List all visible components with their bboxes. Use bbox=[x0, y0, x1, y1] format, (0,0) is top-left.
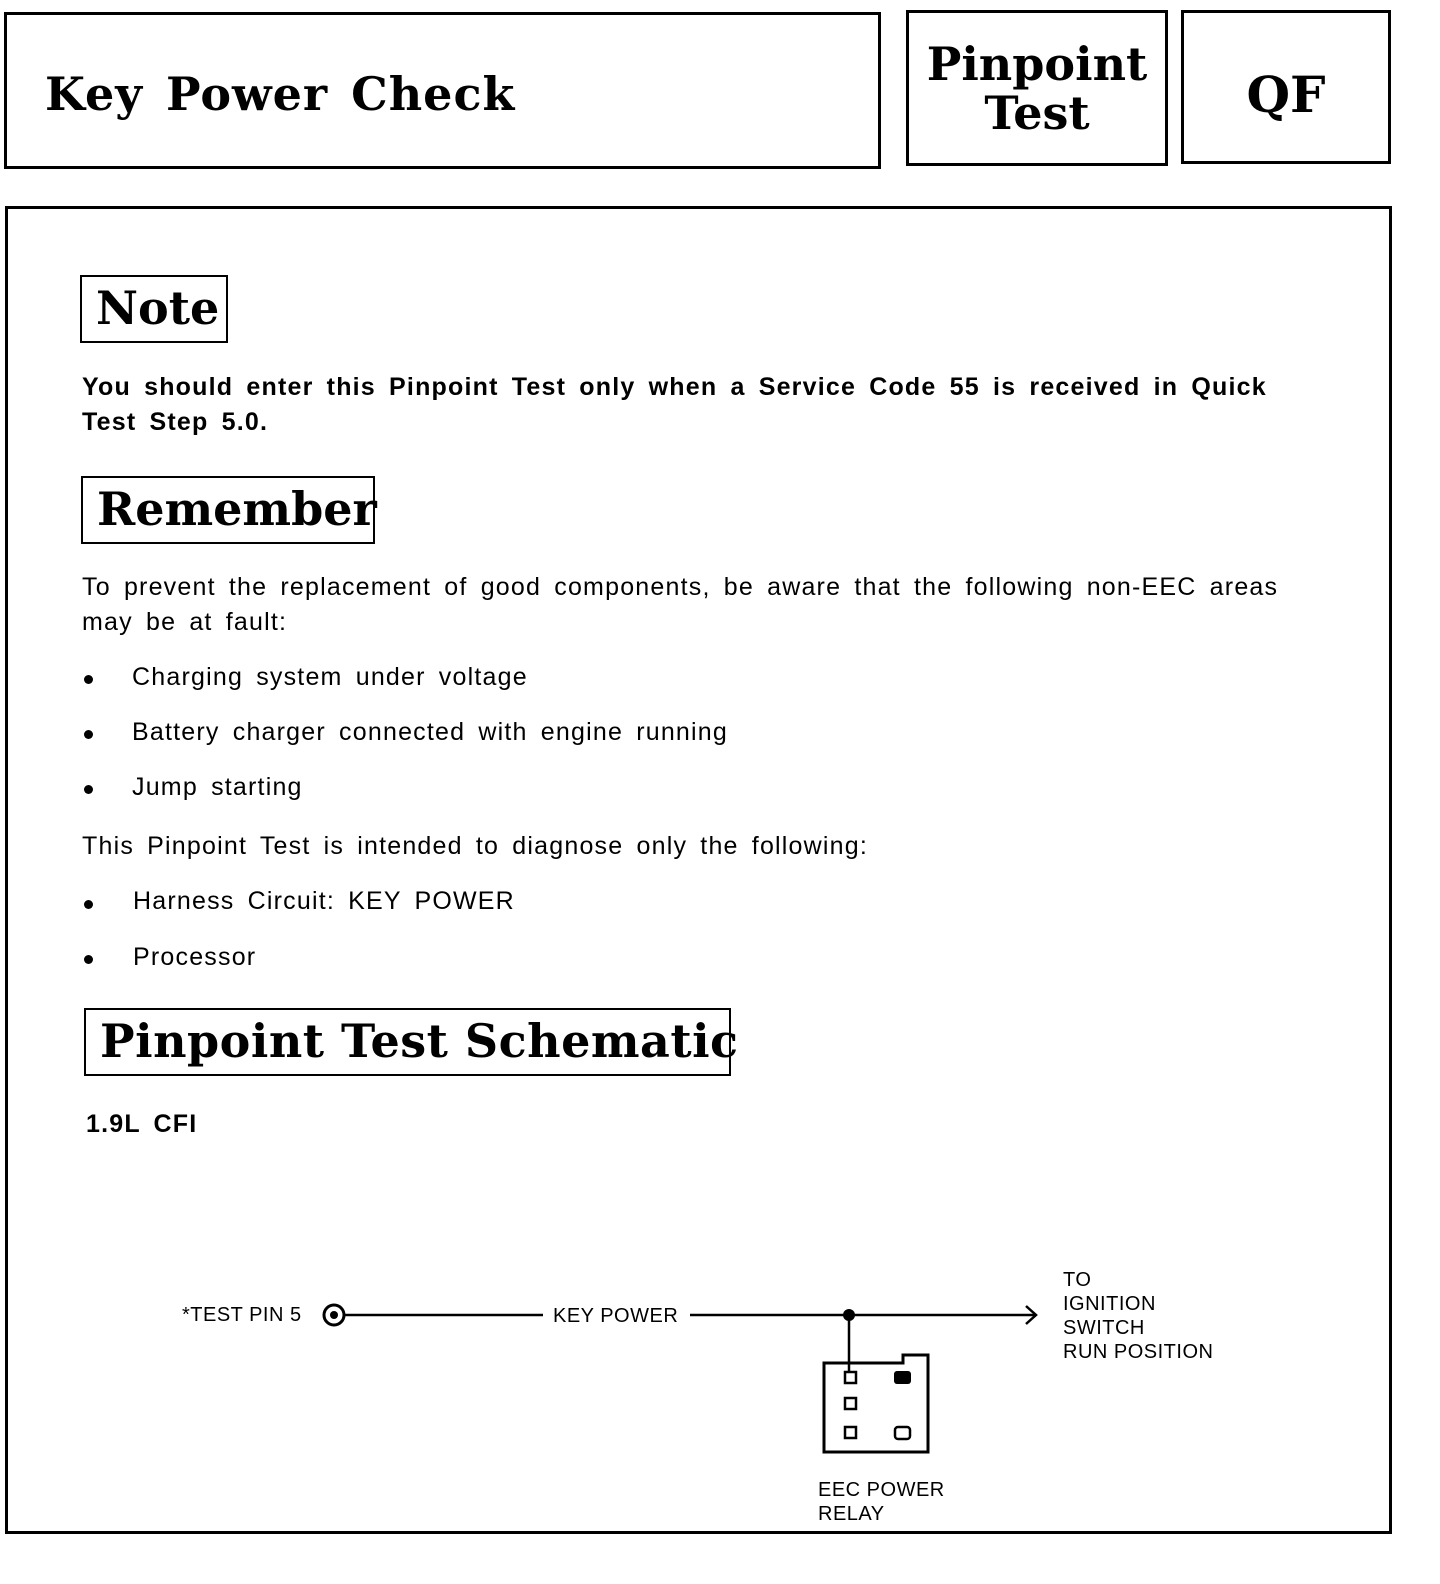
circuit-label: KEY POWER bbox=[553, 1305, 679, 1327]
test-code: QF bbox=[1246, 65, 1326, 124]
remember-intro: To prevent the replacement of good components, be aware that the following non-EEC areas may be at fault: bbox=[82, 573, 1279, 636]
relay-label-line2: RELAY bbox=[818, 1503, 885, 1525]
destination-line: IGNITION bbox=[1063, 1293, 1156, 1315]
test-pin-icon bbox=[324, 1305, 344, 1325]
destination-line: RUN POSITION bbox=[1063, 1341, 1214, 1363]
relay-connector-icon bbox=[824, 1355, 928, 1452]
section-label-line1: Pinpoint bbox=[926, 37, 1148, 91]
schematic-heading: Pinpoint Test Schematic bbox=[100, 1014, 739, 1068]
scope-item: Harness Circuit: KEY POWER bbox=[133, 887, 515, 915]
fault-area-item: Battery charger connected with engine running bbox=[132, 718, 728, 746]
scope-item: Processor bbox=[133, 943, 257, 971]
fault-area-item: Charging system under voltage bbox=[132, 663, 528, 691]
note-text: You should enter this Pinpoint Test only when a Service Code 55 is received in Quick Test Step 5.0. bbox=[82, 373, 1267, 436]
section-label-line2: Test bbox=[984, 86, 1090, 140]
note-heading: Note bbox=[96, 281, 220, 335]
scope-intro: This Pinpoint Test is intended to diagnose only the following: bbox=[82, 832, 869, 860]
destination-line: SWITCH bbox=[1063, 1317, 1145, 1339]
remember-heading: Remember bbox=[97, 482, 377, 536]
page-title: Key Power Check bbox=[45, 67, 516, 121]
relay-label-line1: EEC POWER bbox=[818, 1479, 945, 1501]
test-pin-label: *TEST PIN 5 bbox=[182, 1304, 302, 1326]
fault-area-item: Jump starting bbox=[132, 773, 303, 801]
destination-line: TO bbox=[1063, 1269, 1092, 1291]
engine-label: 1.9L CFI bbox=[86, 1110, 198, 1138]
